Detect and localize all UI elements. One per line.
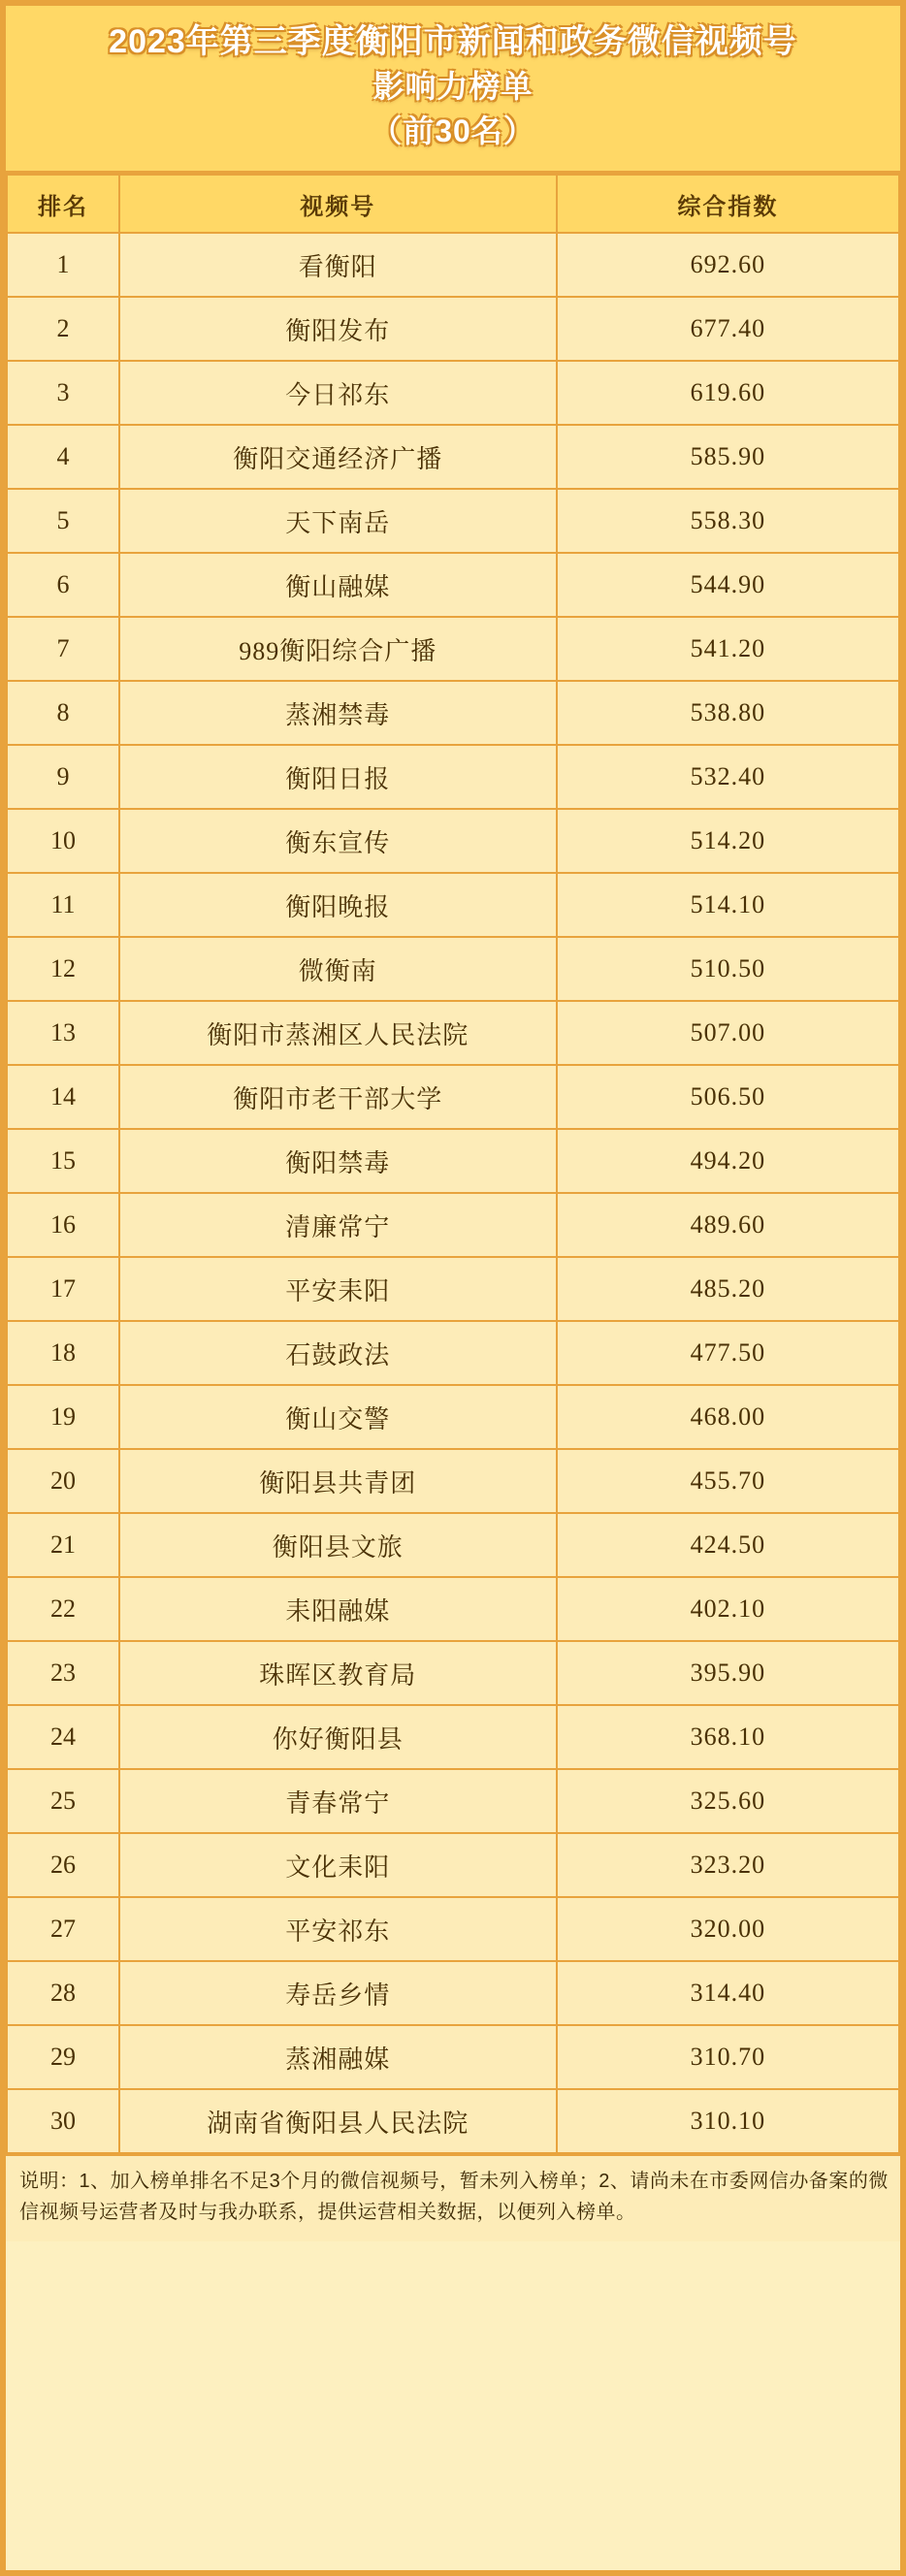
cell-composite-index: 585.90 — [557, 425, 899, 489]
title-line-3: （前30名） — [371, 113, 535, 148]
cell-rank: 5 — [7, 489, 119, 553]
table-row — [7, 745, 899, 809]
cell-account-name: 衡阳发布 — [119, 297, 557, 361]
cell-composite-index: 677.40 — [557, 297, 899, 361]
table-row — [7, 1641, 899, 1705]
table-row — [7, 1001, 899, 1065]
cell-account-name: 文化耒阳 — [119, 1833, 557, 1897]
cell-rank: 29 — [7, 2025, 119, 2089]
table-row — [7, 2089, 899, 2153]
cell-rank: 11 — [7, 873, 119, 937]
table-row — [7, 937, 899, 1001]
cell-composite-index: 468.00 — [557, 1385, 899, 1449]
cell-composite-index: 544.90 — [557, 553, 899, 617]
cell-account-name: 寿岳乡情 — [119, 1961, 557, 2025]
cell-composite-index: 368.10 — [557, 1705, 899, 1769]
column-header-index: 综合指数 — [557, 175, 899, 233]
cell-rank: 28 — [7, 1961, 119, 2025]
cell-account-name: 衡阳市老干部大学 — [119, 1065, 557, 1129]
table-row — [7, 1961, 899, 2025]
cell-rank: 8 — [7, 681, 119, 745]
cell-composite-index: 541.20 — [557, 617, 899, 681]
table-row — [7, 489, 899, 553]
table-row — [7, 1193, 899, 1257]
table-row — [7, 233, 899, 297]
cell-account-name: 青春常宁 — [119, 1769, 557, 1833]
cell-account-name: 湖南省衡阳县人民法院 — [119, 2089, 557, 2153]
cell-composite-index: 323.20 — [557, 1833, 899, 1897]
cell-account-name: 平安耒阳 — [119, 1257, 557, 1321]
cell-composite-index: 506.50 — [557, 1065, 899, 1129]
poster-title — [6, 6, 900, 174]
cell-account-name: 衡阳日报 — [119, 745, 557, 809]
table-row — [7, 1897, 899, 1961]
table-row — [7, 681, 899, 745]
cell-account-name: 珠晖区教育局 — [119, 1641, 557, 1705]
title-line-2: 影响力榜单 — [372, 69, 534, 104]
table-row — [7, 809, 899, 873]
footnote: 说明：1、加入榜单排名不足3个月的微信视频号，暂未列入榜单；2、请尚未在市委网信办备案的微信视频号运营者及时与我办联系，提供运营相关数据，以便列入榜单。 — [6, 2154, 900, 2241]
cell-composite-index: 494.20 — [557, 1129, 899, 1193]
cell-rank: 10 — [7, 809, 119, 873]
table-row — [7, 1385, 899, 1449]
cell-composite-index: 310.10 — [557, 2089, 899, 2153]
cell-rank: 12 — [7, 937, 119, 1001]
cell-composite-index: 514.20 — [557, 809, 899, 873]
cell-rank: 25 — [7, 1769, 119, 1833]
cell-composite-index: 314.40 — [557, 1961, 899, 2025]
cell-rank: 23 — [7, 1641, 119, 1705]
cell-rank: 1 — [7, 233, 119, 297]
table-row — [7, 1449, 899, 1513]
cell-rank: 3 — [7, 361, 119, 425]
cell-composite-index: 320.00 — [557, 1897, 899, 1961]
cell-account-name: 蒸湘融媒 — [119, 2025, 557, 2089]
table-row — [7, 361, 899, 425]
table-row — [7, 1577, 899, 1641]
cell-composite-index: 395.90 — [557, 1641, 899, 1705]
cell-account-name: 蒸湘禁毒 — [119, 681, 557, 745]
cell-rank: 24 — [7, 1705, 119, 1769]
cell-rank: 17 — [7, 1257, 119, 1321]
table-row — [7, 1065, 899, 1129]
cell-rank: 18 — [7, 1321, 119, 1385]
table-row — [7, 553, 899, 617]
title-line-1: 2023年第三季度衡阳市新闻和政务微信视频号 — [109, 23, 797, 60]
cell-account-name: 989衡阳综合广播 — [119, 617, 557, 681]
cell-rank: 16 — [7, 1193, 119, 1257]
table-row — [7, 873, 899, 937]
table-header-row — [7, 175, 899, 233]
cell-rank: 27 — [7, 1897, 119, 1961]
table-row — [7, 297, 899, 361]
cell-rank: 7 — [7, 617, 119, 681]
table-row — [7, 617, 899, 681]
cell-rank: 15 — [7, 1129, 119, 1193]
cell-account-name: 看衡阳 — [119, 233, 557, 297]
cell-rank: 6 — [7, 553, 119, 617]
cell-account-name: 耒阳融媒 — [119, 1577, 557, 1641]
table-row — [7, 1769, 899, 1833]
cell-account-name: 衡东宣传 — [119, 809, 557, 873]
cell-composite-index: 310.70 — [557, 2025, 899, 2089]
table-row — [7, 2025, 899, 2089]
cell-account-name: 衡阳县共青团 — [119, 1449, 557, 1513]
cell-rank: 21 — [7, 1513, 119, 1577]
cell-rank: 20 — [7, 1449, 119, 1513]
table-row — [7, 1833, 899, 1897]
cell-composite-index: 532.40 — [557, 745, 899, 809]
cell-composite-index: 424.50 — [557, 1513, 899, 1577]
table-row — [7, 1513, 899, 1577]
table-row — [7, 1321, 899, 1385]
cell-composite-index: 514.10 — [557, 873, 899, 937]
column-header-name: 视频号 — [119, 175, 557, 233]
cell-account-name: 石鼓政法 — [119, 1321, 557, 1385]
cell-account-name: 衡阳县文旅 — [119, 1513, 557, 1577]
cell-composite-index: 485.20 — [557, 1257, 899, 1321]
table-row — [7, 425, 899, 489]
cell-account-name: 衡阳交通经济广播 — [119, 425, 557, 489]
cell-composite-index: 489.60 — [557, 1193, 899, 1257]
cell-composite-index: 325.60 — [557, 1769, 899, 1833]
cell-composite-index: 507.00 — [557, 1001, 899, 1065]
cell-account-name: 衡阳禁毒 — [119, 1129, 557, 1193]
cell-account-name: 清廉常宁 — [119, 1193, 557, 1257]
cell-rank: 14 — [7, 1065, 119, 1129]
cell-account-name: 微衡南 — [119, 937, 557, 1001]
cell-rank: 2 — [7, 297, 119, 361]
table-row — [7, 1257, 899, 1321]
cell-account-name: 平安祁东 — [119, 1897, 557, 1961]
cell-rank: 22 — [7, 1577, 119, 1641]
cell-rank: 9 — [7, 745, 119, 809]
cell-account-name: 衡山融媒 — [119, 553, 557, 617]
cell-account-name: 衡阳市蒸湘区人民法院 — [119, 1001, 557, 1065]
column-header-rank: 排名 — [7, 175, 119, 233]
cell-composite-index: 510.50 — [557, 937, 899, 1001]
cell-account-name: 今日祁东 — [119, 361, 557, 425]
cell-account-name: 衡山交警 — [119, 1385, 557, 1449]
table-row — [7, 1129, 899, 1193]
cell-composite-index: 538.80 — [557, 681, 899, 745]
cell-composite-index: 692.60 — [557, 233, 899, 297]
cell-rank: 26 — [7, 1833, 119, 1897]
cell-rank: 19 — [7, 1385, 119, 1449]
cell-composite-index: 402.10 — [557, 1577, 899, 1641]
cell-account-name: 衡阳晚报 — [119, 873, 557, 937]
cell-rank: 30 — [7, 2089, 119, 2153]
cell-composite-index: 558.30 — [557, 489, 899, 553]
table-row — [7, 1705, 899, 1769]
ranking-table — [6, 174, 900, 2154]
cell-composite-index: 455.70 — [557, 1449, 899, 1513]
cell-composite-index: 477.50 — [557, 1321, 899, 1385]
cell-account-name: 你好衡阳县 — [119, 1705, 557, 1769]
cell-account-name: 天下南岳 — [119, 489, 557, 553]
cell-rank: 4 — [7, 425, 119, 489]
cell-composite-index: 619.60 — [557, 361, 899, 425]
cell-rank: 13 — [7, 1001, 119, 1065]
